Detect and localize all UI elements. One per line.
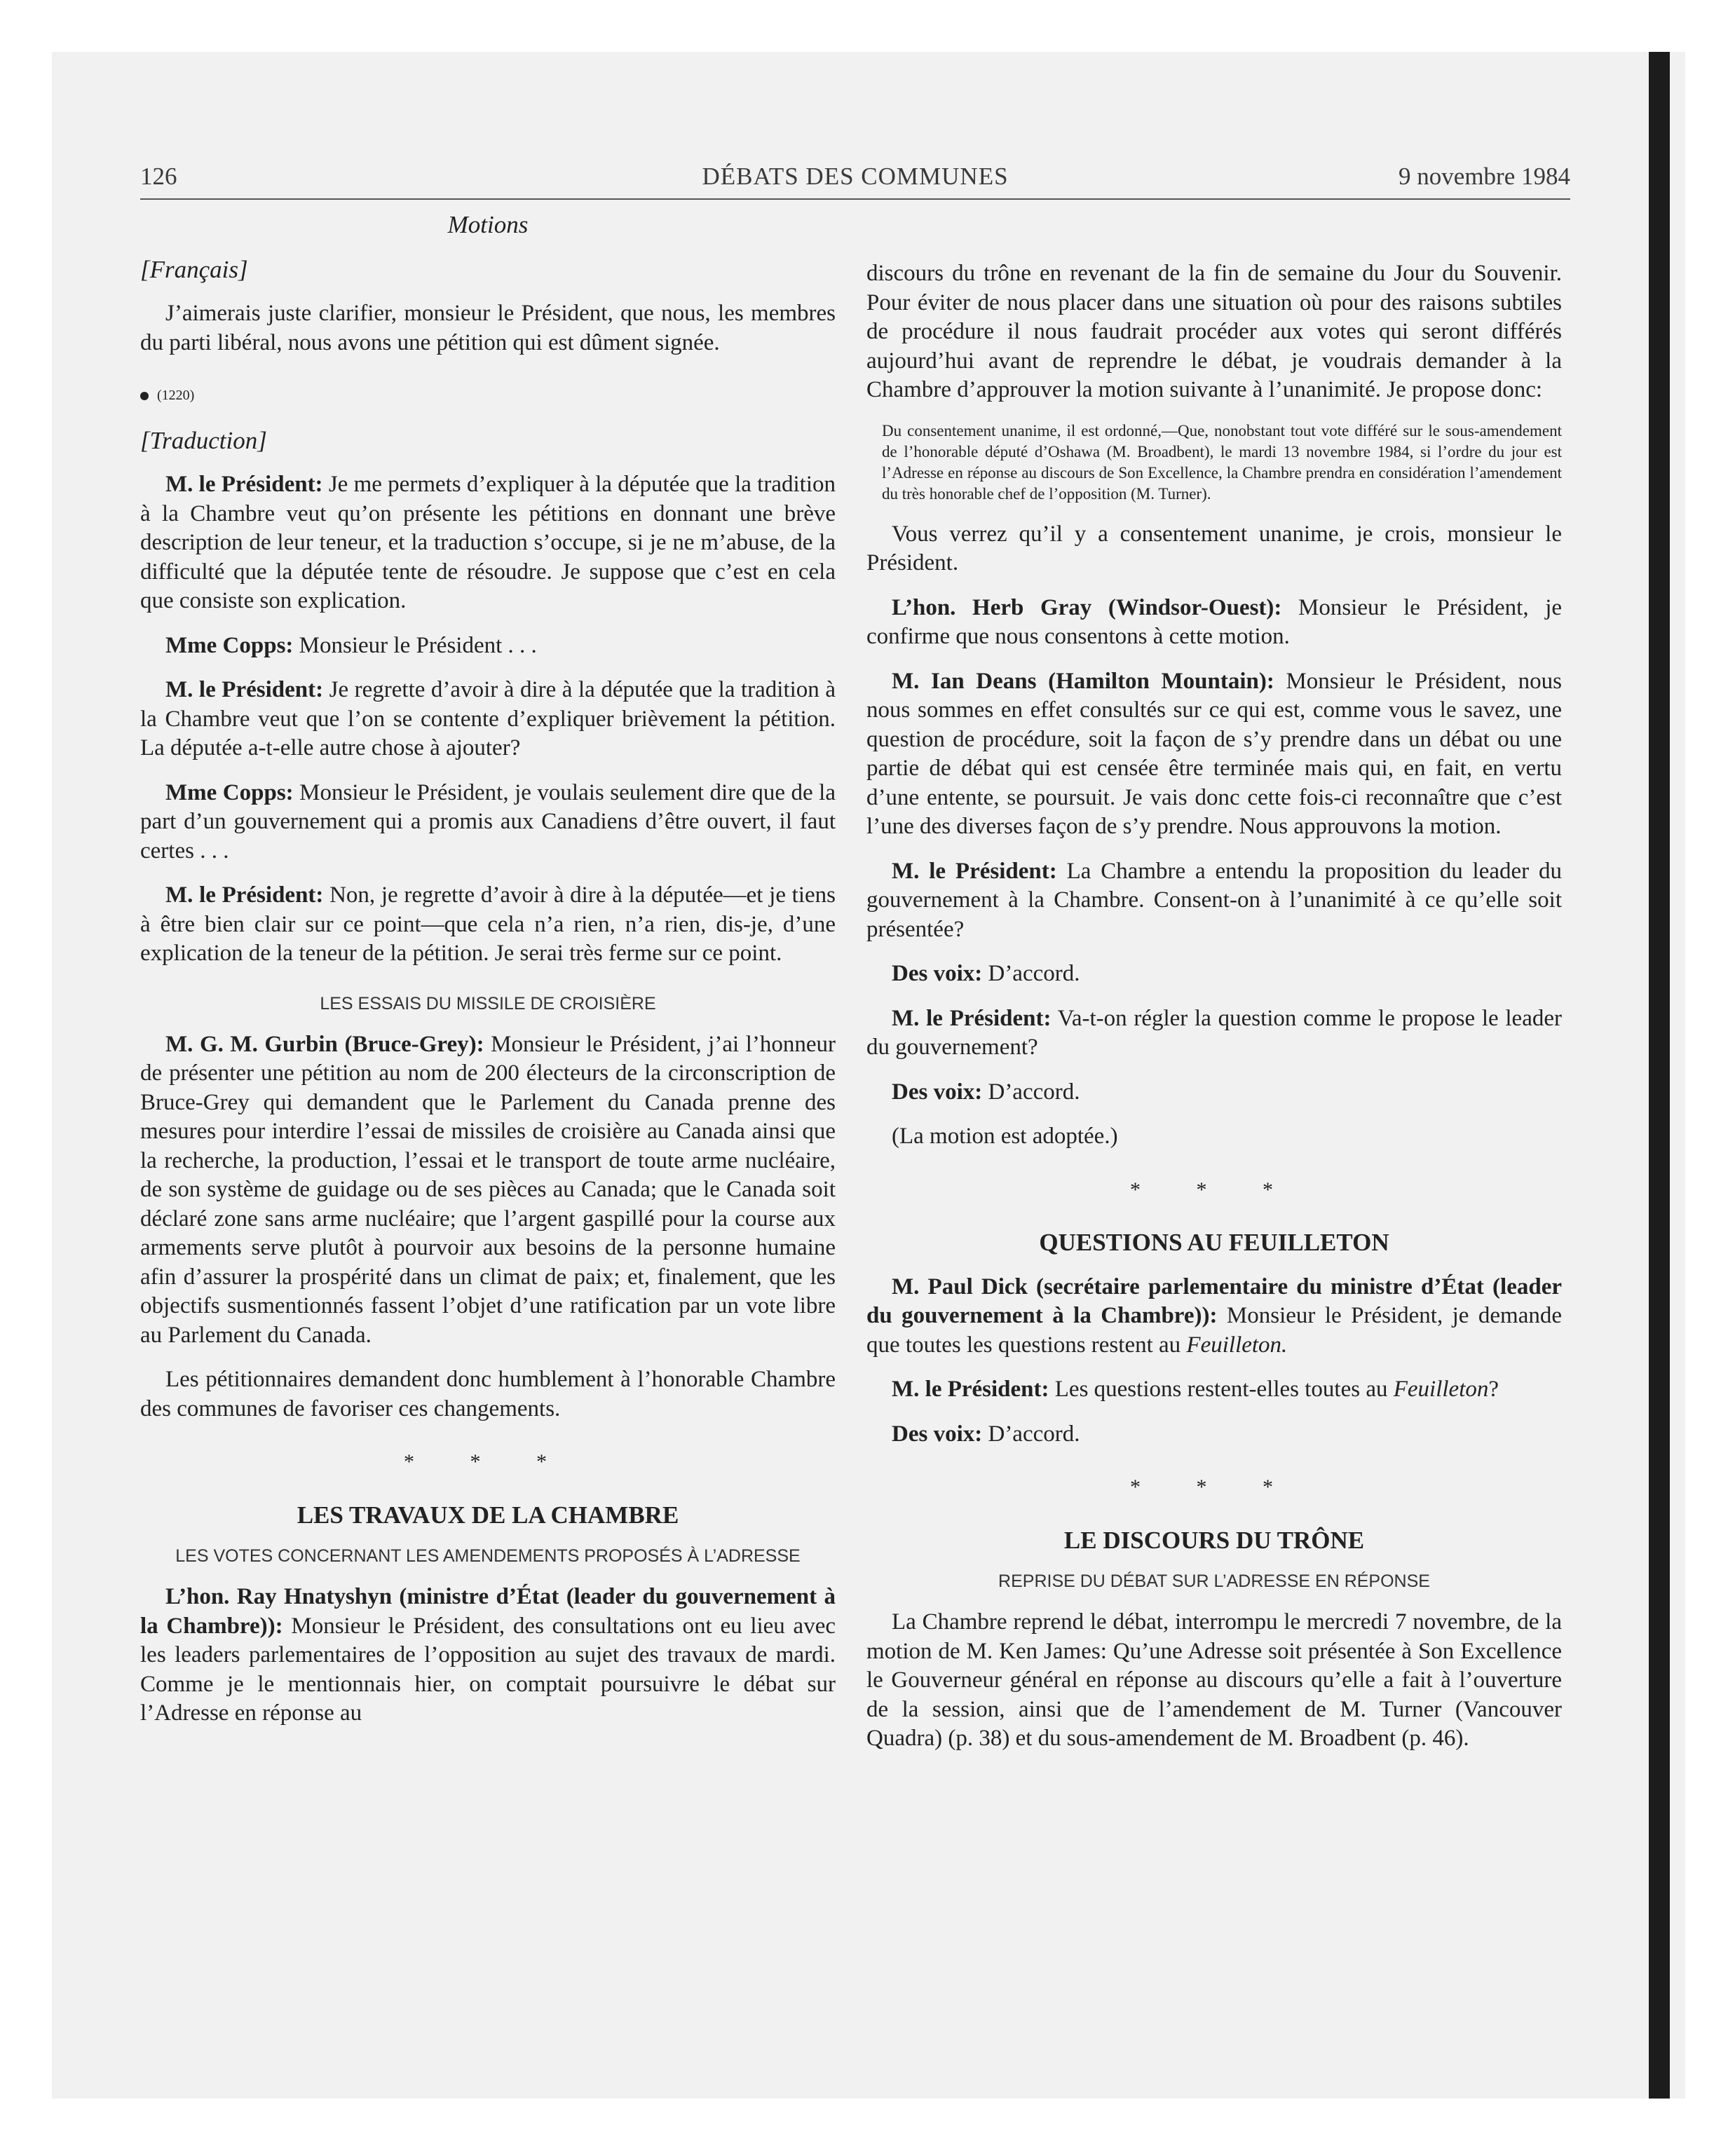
paragraph: Vous verrez qu’il y a consentement unanime, je crois, monsieur le Président. — [866, 521, 1562, 575]
speaker-name: M. le Président: — [165, 882, 324, 908]
speaker-name: M. le Président: — [165, 472, 323, 497]
speaker-name: Mme Copps: — [165, 779, 294, 805]
speaker-name: Mme Copps: — [165, 632, 294, 658]
paragraph — [140, 676, 836, 763]
paragraph — [866, 1078, 1562, 1107]
speech-text: D’accord. — [982, 961, 1080, 986]
speech-text: D’accord. — [982, 1421, 1080, 1447]
speech-text: Monsieur le Président, je demande que toutes les questions restent au — [866, 1303, 1563, 1358]
speech-text: D’accord. — [982, 1079, 1080, 1105]
scan-edge — [1649, 52, 1670, 2099]
time-label: (1220) — [157, 388, 195, 403]
speech-text: Monsieur le Président, des consultations ont eu lieu avec les leaders parlementaires de l’opposition au sujet des travaux de mardi. Comme je le mentionnais hier, on comptait poursuivre le débat sur l’Adresse en réponse au — [140, 1613, 836, 1726]
section-divider: * * * — [1130, 1178, 1298, 1201]
speaker-name: L’hon. Herb Gray (Windsor-Ouest): — [892, 594, 1282, 620]
speech-text: Monsieur le Président, j’ai l’honneur de présenter une pétition au nom de 200 électeurs de la circonscription de Bruce-Grey qui demandent que le Parlement du Canada prenne des mesures pour interdire l’essai de missiles de croisière au Canada ainsi que la recherche, la production, l’essai et le transport de toute arme nucléaire, de son système de guidage ou de ses pièces au Canada; que le Canada soit déclaré zone sans arme nucléaire; que l’argent gaspillé pour la course aux armements serve plutôt à pourvoir aux besoins de la personne humaine afin d’assurer la prospérité dans un climat de paix; et, finalement, que les objectifs susmentionnés fassent l’objet d’une ratification par un vote libre au Parlement du Canada. — [140, 1031, 836, 1348]
speech-text: Non, je regrette d’avoir à dire à la députée—et je tiens à être bien clair sur ce point—que cela n’a rien, n’a rien, dis-je, d’une explication de la teneur de la pétition. Je serai très ferme sur ce point. — [140, 882, 836, 966]
paragraph — [140, 1583, 836, 1728]
page-header — [140, 163, 1570, 202]
speech-italic: Feuilleton — [1393, 1377, 1489, 1402]
language-marker-tr: [Traduction] — [140, 426, 267, 454]
paragraph — [866, 960, 1562, 989]
paragraph — [140, 1030, 836, 1351]
subheading: REPRISE DU DÉBAT SUR L’ADRESSE EN RÉPONSE — [998, 1571, 1430, 1591]
speaker-name: Des voix: — [892, 1079, 983, 1105]
bullet-icon — [140, 392, 149, 400]
paragraph — [866, 1004, 1562, 1063]
speech-text: ? — [1488, 1377, 1499, 1402]
paragraph — [866, 1420, 1562, 1449]
paragraph — [140, 632, 836, 661]
speaker-name: M. Ian Deans (Hamilton Mountain): — [892, 668, 1274, 694]
paragraph: La Chambre reprend le débat, interrompu le mercredi 7 novembre, de la motion de M. Ken James: Qu’une Adresse soit présentée à Son Excellence le Gouverneur général en réponse au discours qu’elle a fait à l’ouverture de la session, ainsi que de l’amendement de M. Turner (Vancouver Quadra) (p. 38) et du sous-amendement de M. Broadbent (p. 46). — [866, 1609, 1562, 1751]
paragraph — [140, 881, 836, 969]
paragraph — [866, 857, 1562, 945]
section-divider: * * * — [1130, 1475, 1298, 1499]
speech-italic: Feuilleton. — [1186, 1332, 1288, 1358]
speaker-name: Des voix: — [892, 961, 983, 986]
journal-title: DÉBATS DES COMMUNES — [702, 163, 1009, 190]
speech-text: Je me permets d’expliquer à la députée que la tradition à la Chambre veut qu’on présente les pétitions en donnant une brève description de leur teneur, et la traduction s’occupe, si je ne m’abuse, de la difficulté que la députée tente de résoudre. Je suppose que c’est en cela que consiste son explication. — [140, 472, 836, 613]
speaker-name: M. G. M. Gurbin (Bruce-Grey): — [165, 1031, 484, 1057]
left-column — [140, 210, 836, 1728]
paragraph: discours du trône en revenant de la fin de semaine du Jour du Souvenir. Pour éviter de nous placer dans une situation où pour des raisons subtiles de procédure il nous faudrait procéder aux votes qui seront différés aujourd’hui avant de reprendre le débat, je voudrais demander à la Chambre d’approuver la motion suivante à l’unanimité. Je propose donc: — [866, 261, 1562, 402]
speech-text: Monsieur le Président, nous nous sommes en effet consultés sur ce qui est, comme vous le savez, une question de procédure, soit la façon de s’y prendre dans un débat ou une partie de débat qui est censée être terminée mais qui, en fait, en vertu d’une entente, se poursuit. Je vais donc cette fois-ci reconnaître que c’est l’une des diverses façon de s’y prendre. Nous approuvons la motion. — [866, 668, 1562, 839]
paragraph — [140, 470, 836, 616]
time-marker — [140, 381, 836, 411]
paragraph — [140, 779, 836, 866]
speaker-name: Des voix: — [892, 1421, 983, 1447]
section-divider: * * * — [404, 1450, 572, 1473]
language-marker-fr: [Français] — [140, 255, 248, 283]
speaker-name: M. Paul Dick (secrétaire parlementaire du ministre d’État (leader du gouvernement à la Chambre)): — [866, 1274, 1562, 1328]
speech-text: Monsieur le Président . . . — [293, 632, 537, 658]
section-heading: LE DISCOURS DU TRÔNE — [1063, 1526, 1365, 1554]
speech-text: Monsieur le Président, je confirme que nous consentons à cette motion. — [866, 594, 1563, 649]
speaker-name: M. le Président: — [892, 858, 1057, 884]
right-column — [866, 259, 1562, 1754]
speaker-name: M. le Président: — [892, 1377, 1049, 1402]
subheading: LES ESSAIS DU MISSILE DE CROISIÈRE — [320, 993, 656, 1014]
paragraph: J’aimerais juste clarifier, monsieur le Président, que nous, les membres du parti libéral, nous avons une pétition qui est dûment signée. — [140, 301, 836, 355]
subheading: LES VOTES CONCERNANT LES AMENDEMENTS PROPOSÉS À L’ADRESSE — [175, 1546, 801, 1566]
issue-date: 9 novembre 1984 — [1399, 163, 1570, 190]
speaker-name: L’hon. Ray Hnatyshyn (ministre d’État (leader du gouvernement à la Chambre)): — [140, 1584, 836, 1639]
paragraph: (La motion est adoptée.) — [892, 1124, 1118, 1149]
paragraph — [866, 1375, 1562, 1405]
paragraph — [866, 594, 1562, 652]
section-heading: QUESTIONS AU FEUILLETON — [1039, 1229, 1389, 1256]
motion-text: Du consentement unanime, il est ordonné,—Que, nonobstant tout vote différé sur le sous-amendement de l’honorable député d’Oshawa (M. Broadbent), le mardi 13 novembre 1984, si l’ordre du jour est l’Adresse en réponse au discours de Son Excellence, la Chambre prendra en considération l’amendement du très honorable chef de l’opposition (M. Turner). — [882, 421, 1562, 503]
section-heading: LES TRAVAUX DE LA CHAMBRE — [297, 1501, 679, 1529]
speech-text: Va-t-on régler la question comme le propose le leader du gouvernement? — [866, 1005, 1562, 1060]
speaker-name: M. le Président: — [165, 677, 324, 702]
paragraph — [866, 667, 1562, 842]
speech-text: Les questions restent-elles toutes au — [1049, 1377, 1394, 1402]
paragraph: Les pétitionnaires demandent donc humblement à l’honorable Chambre des communes de favoriser ces changements. — [140, 1367, 836, 1421]
speech-text: Monsieur le Président, je voulais seulement dire que de la part d’un gouvernement qui a promis aux Canadiens d’être ouvert, il faut certes . . . — [140, 779, 836, 864]
speech-text: La Chambre a entendu la proposition du leader du gouvernement à la Chambre. Consent-on à l’unanimité à ce qu’elle soit présentée? — [866, 858, 1562, 942]
page-number: 126 — [140, 163, 177, 190]
section-label: Motions — [447, 211, 529, 238]
speaker-name: M. le Président: — [892, 1005, 1052, 1031]
paragraph — [866, 1273, 1562, 1360]
speech-text: Je regrette d’avoir à dire à la députée que la tradition à la Chambre veut que l’on se contente d’expliquer brièvement la pétition. La députée a-t-elle autre chose à ajouter? — [140, 677, 836, 760]
header-rule — [140, 198, 1570, 200]
